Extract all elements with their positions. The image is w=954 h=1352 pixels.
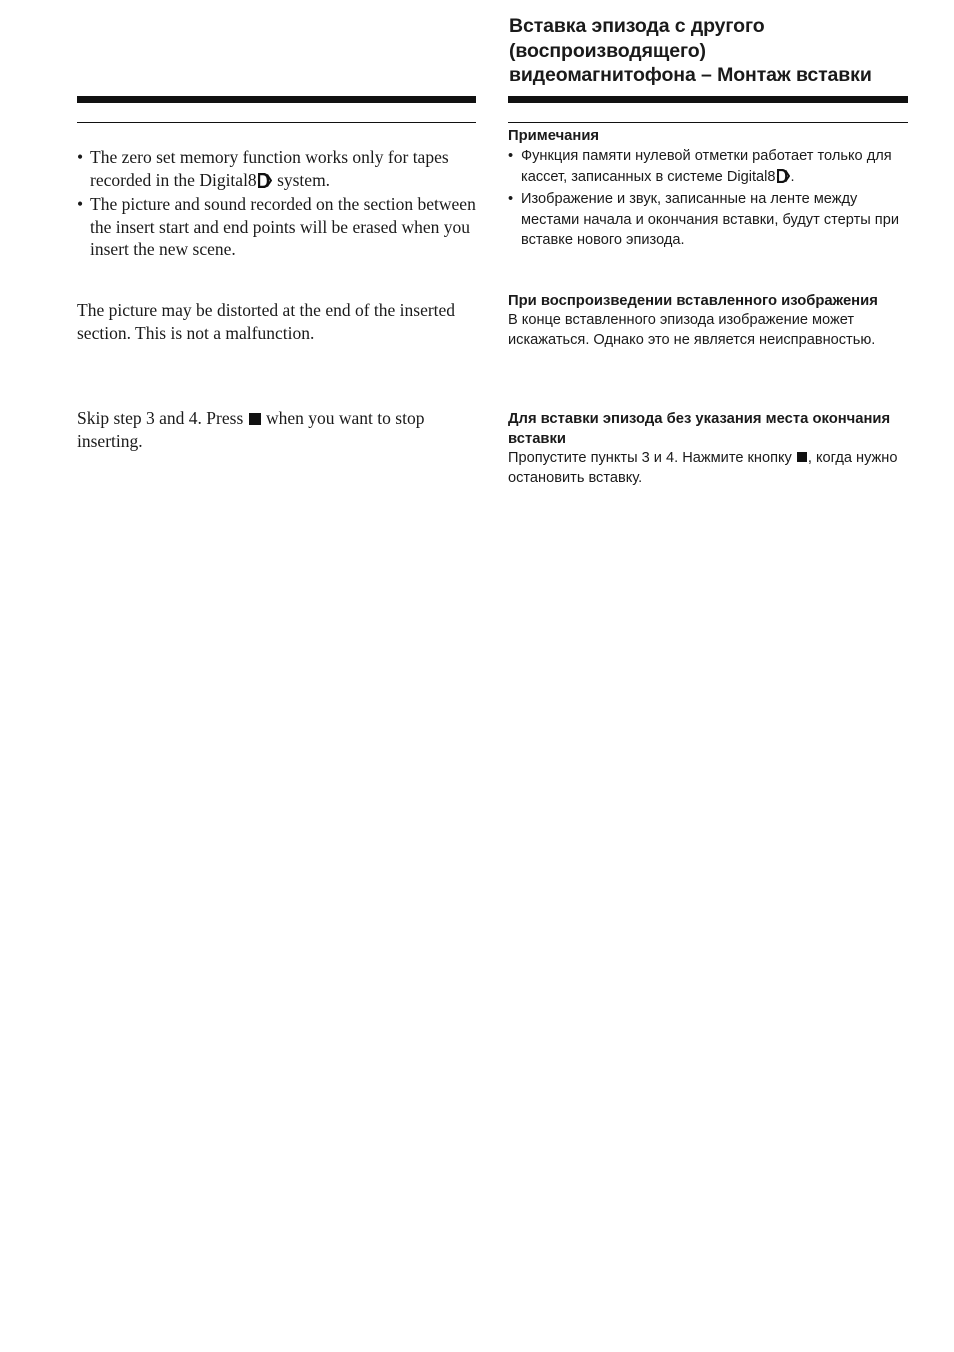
notes-heading: Примечания: [508, 128, 600, 144]
bullet-icon: •: [508, 191, 514, 207]
playback-section: [508, 291, 908, 350]
list-item: • Функция памяти нулевой отметки работает только для кассет, записанных в системе Digital8 .: [508, 146, 908, 189]
header-thick-rule: [508, 96, 908, 103]
notes-list: [77, 146, 476, 261]
header-thick-rule: [77, 96, 476, 103]
bullet-icon: •: [77, 194, 84, 214]
noend-heading: Для вставки эпизода без указания места окончания вставки: [508, 411, 891, 447]
playback-paragraph: В конце вставленного эпизода изображение может искажаться. Однако это не является неисправностью.: [508, 312, 876, 348]
noend-paragraph: Пропустите пункты 3 и 4. Нажмите кнопку , когда нужно остановить вставку.: [508, 450, 898, 486]
noend-section: [508, 409, 908, 488]
section-thin-rule: [508, 122, 908, 123]
notes-section: [508, 126, 908, 251]
list-item: • Изображение и звук, записанные на ленте между местами начала и окончания вставки, будут стерты при вставке нового эпизода.: [508, 191, 899, 248]
bullet-icon: •: [77, 147, 84, 167]
playback-paragraph: The picture may be distorted at the end of the inserted section. This is not a malfunction.: [77, 300, 456, 343]
playback-heading: При воспроизведении вставленного изображения: [508, 293, 878, 309]
page-title: Вставка эпизода с другого (воспроизводящего) видеомагнитофона – Монтаж вставки: [509, 15, 872, 86]
stop-square-icon: [797, 452, 807, 462]
digital8-logo-icon: [777, 169, 790, 190]
stop-square-icon: [249, 413, 261, 425]
digital8-logo-icon: [258, 171, 272, 194]
bullet-icon: •: [508, 148, 514, 164]
list-item: • The zero set memory function works only for tapes recorded in the Digital8 system.: [77, 146, 476, 193]
section-thin-rule: [77, 122, 476, 123]
list-item: • The picture and sound recorded on the section between the insert start and end points will be erased when you insert the new scene.: [77, 194, 476, 259]
skip-paragraph: Skip step 3 and 4. Press when you want to stop inserting.: [77, 408, 425, 451]
